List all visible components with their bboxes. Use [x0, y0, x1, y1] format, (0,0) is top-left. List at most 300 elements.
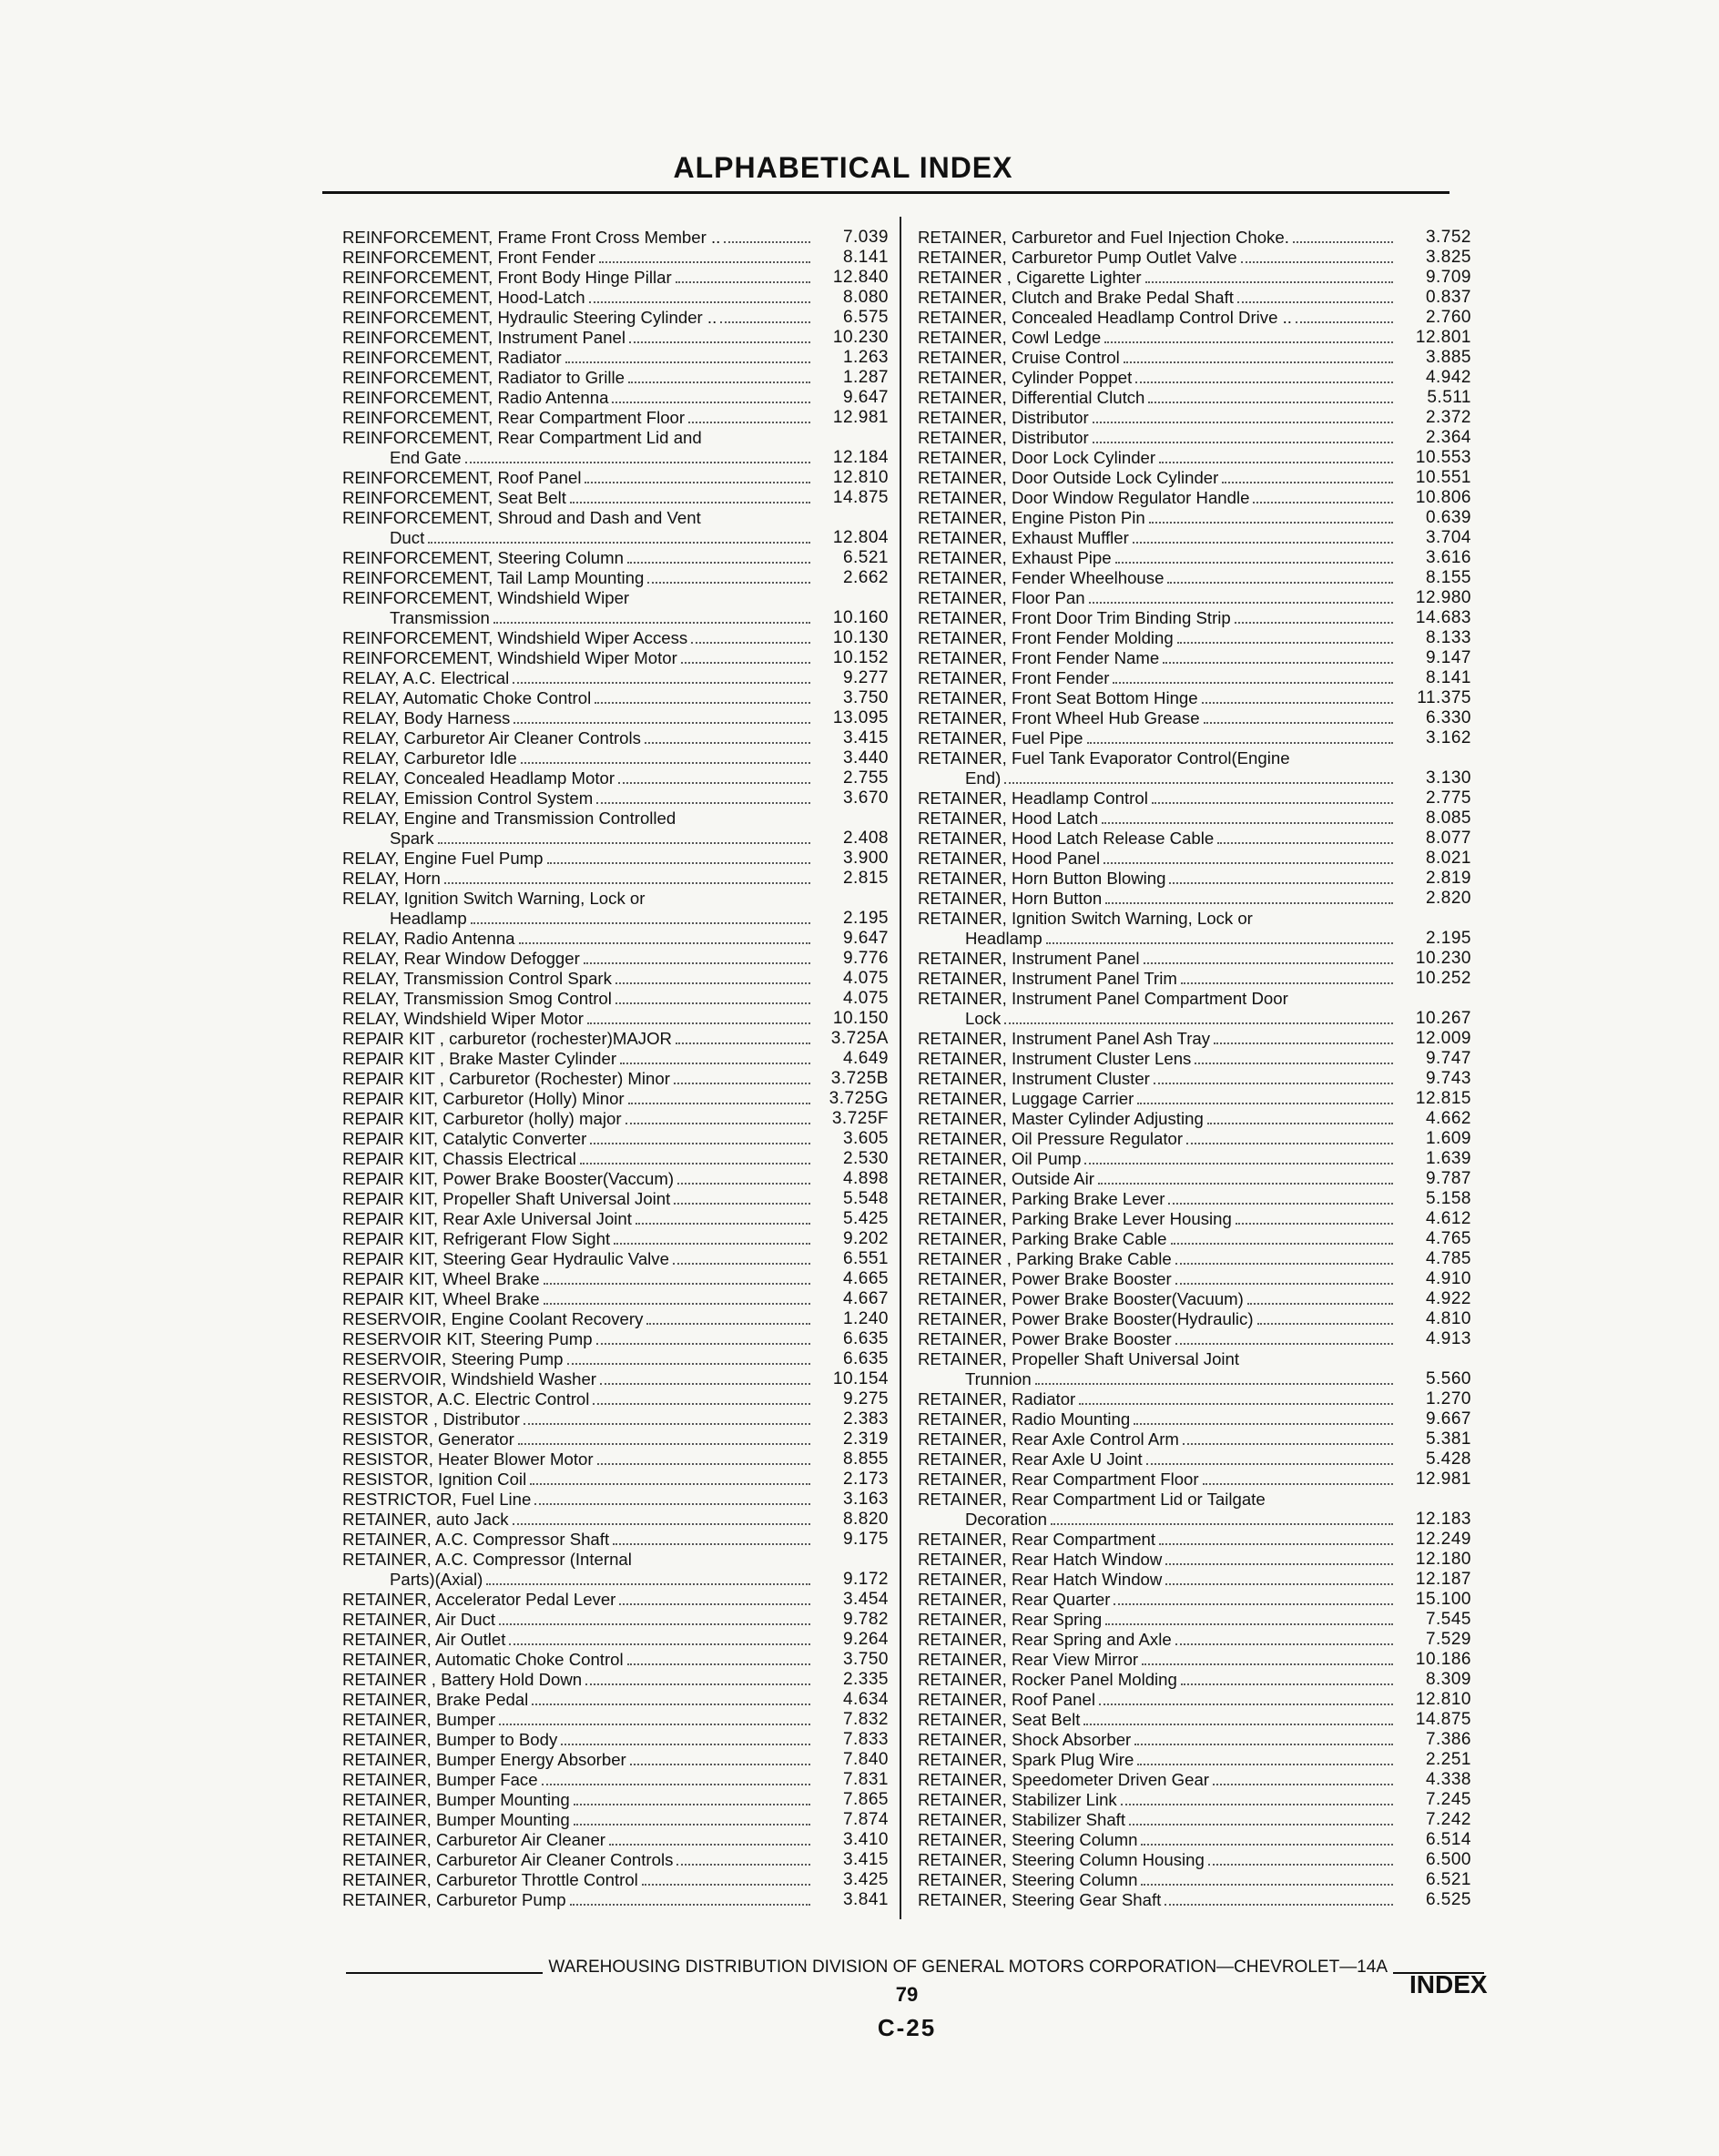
entry-name: RETAINER, Power Brake Booster — [918, 1269, 1172, 1288]
entry-number: 3.130 — [1425, 768, 1471, 788]
entry-number: 4.075 — [842, 989, 889, 1008]
entry-name: RETAINER, Rear Hatch Window — [918, 1570, 1163, 1589]
entry-name: REPAIR KIT, Refrigerant Flow Sight — [342, 1229, 611, 1248]
dot-leader — [630, 1764, 810, 1765]
entry-number: 3.440 — [842, 748, 889, 768]
index-entry — [342, 1470, 889, 1490]
entry-number: 4.662 — [1425, 1109, 1471, 1128]
dot-leader — [1222, 482, 1393, 483]
dot-leader — [1098, 1183, 1393, 1185]
entry-name: RELAY, Emission Control System — [342, 788, 594, 808]
index-entry — [342, 408, 889, 428]
index-entry — [918, 488, 1471, 508]
entry-name: REPAIR KIT, Propeller Shaft Universal Joint — [342, 1189, 671, 1208]
entry-name: RETAINER, Steering Column — [918, 1830, 1138, 1849]
entry-name: Duct — [390, 528, 425, 547]
entry-name: RESERVOIR, Windshield Washer — [342, 1369, 596, 1388]
entry-number: 9.747 — [1425, 1049, 1471, 1068]
index-entry — [342, 1089, 889, 1109]
entry-name: RETAINER , Battery Hold Down — [342, 1670, 583, 1689]
footer-rule-left — [346, 1972, 543, 1974]
index-entry — [918, 708, 1471, 728]
entry-name: RETAINER, Parking Brake Lever Housing — [918, 1209, 1232, 1228]
dot-leader — [567, 1363, 810, 1365]
entry-number: 2.662 — [842, 568, 889, 587]
entry-name: RETAINER, Instrument Cluster Lens — [918, 1049, 1192, 1068]
entry-name: RETAINER, Parking Brake Cable — [918, 1229, 1167, 1248]
dot-leader — [1124, 361, 1393, 363]
entry-number: 7.386 — [1425, 1730, 1471, 1749]
entry-number: 4.649 — [842, 1049, 889, 1068]
entry-name: RETAINER, Instrument Panel Compartment Door — [918, 989, 1288, 1008]
entry-number: 3.163 — [842, 1490, 889, 1509]
entry-name: RETAINER, Carburetor Throttle Control — [342, 1870, 638, 1889]
entry-number: 3.704 — [1425, 528, 1471, 547]
index-entry — [342, 1129, 889, 1149]
entry-name: REPAIR KIT , carburetor (rochester)MAJOR — [342, 1029, 672, 1048]
entry-name: RELAY, Carburetor Idle — [342, 748, 517, 768]
entry-name: RETAINER, Ignition Switch Warning, Lock or — [918, 909, 1253, 928]
entry-name: RETAINER, Fender Wheelhouse — [918, 568, 1165, 587]
entry-number: 1.609 — [1425, 1129, 1471, 1148]
entry-name: RETAINER, Speedometer Driven Gear — [918, 1770, 1209, 1789]
entry-name: RETAINER, Shock Absorber — [918, 1730, 1132, 1749]
dot-leader — [1253, 502, 1393, 503]
entry-name: RETAINER, Power Brake Booster — [918, 1329, 1172, 1348]
entry-number: 6.525 — [1425, 1890, 1471, 1909]
index-entry — [918, 929, 1471, 949]
index-entry — [918, 1810, 1471, 1830]
index-entry — [918, 588, 1471, 608]
entry-name: RELAY, Body Harness — [342, 708, 511, 727]
dot-leader — [612, 402, 810, 403]
entry-name: RESISTOR, A.C. Electric Control — [342, 1389, 590, 1409]
index-entry — [342, 1670, 889, 1690]
entry-number: 3.162 — [1425, 728, 1471, 747]
entry-number: 12.801 — [1415, 328, 1471, 347]
index-entry — [918, 1570, 1471, 1590]
index-entry — [342, 1610, 889, 1630]
dot-leader — [509, 1643, 810, 1645]
entry-name: RETAINER, Steering Column — [918, 1870, 1138, 1889]
index-entry — [918, 628, 1471, 648]
entry-name: RETAINER, Cowl Ledge — [918, 328, 1102, 347]
dot-leader — [565, 361, 810, 363]
dot-leader — [597, 1463, 810, 1465]
entry-number: 14.683 — [1415, 608, 1471, 627]
entry-name: RETAINER , Cigarette Lighter — [918, 268, 1142, 287]
entry-number: 2.755 — [842, 768, 889, 788]
entry-number: 5.425 — [842, 1209, 889, 1228]
entry-name: RETAINER, A.C. Compressor (Internal — [342, 1550, 632, 1569]
entry-number: 4.765 — [1425, 1229, 1471, 1248]
entry-name: RETAINER, Floor Pan — [918, 588, 1085, 607]
dot-leader — [587, 1022, 810, 1024]
dot-leader — [1208, 1864, 1393, 1866]
entry-number: 6.521 — [1425, 1870, 1471, 1889]
entry-name: RETAINER, Accelerator Pedal Lever — [342, 1590, 616, 1609]
entry-number: 8.141 — [1425, 668, 1471, 687]
index-entry — [918, 528, 1471, 548]
entry-name: REPAIR KIT , Brake Master Cylinder — [342, 1049, 617, 1068]
index-entry — [918, 1630, 1471, 1650]
index-entry — [918, 1510, 1471, 1530]
entry-number: 10.252 — [1415, 969, 1471, 988]
entry-number: 9.175 — [842, 1530, 889, 1549]
index-entry — [342, 428, 889, 448]
index-entry — [342, 328, 889, 348]
index-entry — [918, 1209, 1471, 1229]
entry-number: 0.837 — [1425, 288, 1471, 307]
dot-leader — [561, 1744, 810, 1745]
dot-leader — [636, 1223, 810, 1225]
dot-leader — [1152, 802, 1393, 804]
entry-name: RELAY, Transmission Control Spark — [342, 969, 612, 988]
dot-leader — [534, 1503, 810, 1505]
index-entry — [918, 1610, 1471, 1630]
entry-number: 5.560 — [1425, 1369, 1471, 1388]
entry-number: 8.021 — [1425, 849, 1471, 868]
entry-name: RETAINER, Exhaust Pipe — [918, 548, 1112, 567]
dot-leader — [471, 922, 810, 924]
dot-leader — [646, 1323, 810, 1325]
entry-number: 4.075 — [842, 969, 889, 988]
entry-name: RETAINER, Instrument Cluster — [918, 1069, 1150, 1088]
entry-number: 10.160 — [832, 608, 889, 627]
index-entry — [342, 1429, 889, 1449]
entry-number: 2.408 — [842, 829, 889, 848]
index-entry — [918, 1670, 1471, 1690]
entry-number: 4.898 — [842, 1169, 889, 1188]
entry-name: RETAINER, Oil Pressure Regulator — [918, 1129, 1184, 1148]
entry-number: 7.245 — [1425, 1790, 1471, 1809]
entry-number: 2.173 — [842, 1470, 889, 1489]
entry-name: RELAY, Engine and Transmission Controlled — [342, 808, 676, 828]
index-entry — [918, 1850, 1471, 1870]
entry-name: RESISTOR, Ignition Coil — [342, 1470, 527, 1489]
index-entry — [342, 1189, 889, 1209]
entry-name: RETAINER, Bumper Mounting — [342, 1790, 570, 1809]
dot-leader — [428, 542, 810, 544]
entry-name: RETAINER, Steering Gear Shaft — [918, 1890, 1162, 1909]
index-entry — [918, 1710, 1471, 1730]
entry-number: 4.913 — [1425, 1329, 1471, 1348]
index-entry — [342, 1329, 889, 1349]
index-entry — [342, 648, 889, 668]
index-entry — [918, 648, 1471, 668]
entry-name: RETAINER, auto Jack — [342, 1510, 509, 1529]
dot-leader — [499, 1623, 810, 1625]
entry-number: 12.009 — [1415, 1029, 1471, 1048]
index-entry — [342, 468, 889, 488]
entry-name: RETAINER, Door Outside Lock Cylinder — [918, 468, 1219, 487]
index-entry — [918, 1750, 1471, 1770]
entry-number: 2.775 — [1425, 788, 1471, 808]
entry-name: REPAIR KIT, Carburetor (Holly) Minor — [342, 1089, 625, 1108]
entry-name: RETAINER, Distributor — [918, 408, 1089, 427]
index-entry — [342, 748, 889, 768]
dot-leader — [1183, 1443, 1393, 1445]
index-entry — [918, 1269, 1471, 1289]
entry-name: RESERVOIR, Engine Coolant Recovery — [342, 1309, 644, 1328]
entry-name: RELAY, Engine Fuel Pump — [342, 849, 544, 868]
entry-number: 11.375 — [1417, 688, 1471, 707]
index-entry — [918, 1690, 1471, 1710]
entry-name: RETAINER, Rear Quarter — [918, 1590, 1111, 1609]
index-entry — [342, 1710, 889, 1730]
dot-leader — [676, 281, 810, 283]
entry-number: 7.840 — [842, 1750, 889, 1769]
dot-leader — [590, 1143, 810, 1144]
footer-division-text: WAREHOUSING DISTRIBUTION DIVISION OF GENERAL MOTORS CORPORATION—CHEVROLET—14A — [548, 1958, 1388, 1977]
index-entry — [342, 1069, 889, 1089]
entry-name: REPAIR KIT, Carburetor (holly) major — [342, 1109, 622, 1128]
entry-number: 8.141 — [842, 248, 889, 267]
index-entry — [918, 348, 1471, 368]
index-entry — [918, 1550, 1471, 1570]
dot-leader — [585, 1683, 810, 1685]
dot-leader — [642, 1884, 810, 1886]
index-entry — [918, 969, 1471, 989]
dot-leader — [1137, 1103, 1393, 1104]
entry-name: RETAINER, Air Duct — [342, 1610, 496, 1629]
entry-number: 9.275 — [842, 1389, 889, 1409]
index-entry — [342, 788, 889, 808]
entry-number: 12.180 — [1415, 1550, 1471, 1569]
dot-leader — [1165, 1583, 1393, 1585]
entry-number: 9.202 — [842, 1229, 889, 1248]
index-entry — [918, 248, 1471, 268]
index-entry — [918, 608, 1471, 628]
entry-name: REPAIR KIT, Steering Gear Hydraulic Valve — [342, 1249, 669, 1268]
index-entry — [342, 1349, 889, 1369]
dot-leader — [1046, 942, 1393, 944]
index-entry — [918, 548, 1471, 568]
index-entry — [342, 1630, 889, 1650]
entry-number: 3.841 — [842, 1890, 889, 1909]
dot-leader — [1115, 562, 1393, 564]
entry-number: 4.338 — [1425, 1770, 1471, 1789]
dot-leader — [1079, 1403, 1393, 1405]
entry-name: RETAINER, Oil Pump — [918, 1149, 1082, 1168]
entry-name: RETAINER, Steering Column Housing — [918, 1850, 1205, 1869]
dot-leader — [1207, 1123, 1393, 1124]
dot-leader — [1137, 1764, 1393, 1765]
index-entry — [342, 448, 889, 468]
dot-leader — [614, 1243, 810, 1245]
entry-number: 3.725A — [830, 1029, 889, 1048]
entry-name: RESISTOR, Generator — [342, 1429, 514, 1449]
dot-leader — [1141, 1844, 1393, 1846]
entry-number: 2.372 — [1425, 408, 1471, 427]
dot-leader — [1171, 1243, 1394, 1245]
index-entry — [342, 1490, 889, 1510]
dot-leader — [596, 1343, 810, 1345]
dot-leader — [438, 842, 810, 844]
entry-number: 9.277 — [842, 668, 889, 687]
dot-leader — [1146, 1463, 1393, 1465]
dot-leader — [1159, 1543, 1393, 1545]
index-entry — [918, 1049, 1471, 1069]
entry-name: RESISTOR, Heater Blower Motor — [342, 1449, 594, 1469]
entry-name: RETAINER, Headlamp Control — [918, 788, 1148, 808]
dot-leader — [1202, 702, 1393, 704]
index-entry — [918, 949, 1471, 969]
entry-number: 12.184 — [832, 448, 889, 467]
dot-leader — [615, 1002, 810, 1004]
entry-number: 4.810 — [1425, 1309, 1471, 1328]
entry-name: RELAY, Transmission Smog Control — [342, 989, 612, 1008]
entry-name: RETAINER, Rear Compartment Lid or Tailgate — [918, 1490, 1266, 1509]
entry-number: 9.787 — [1425, 1169, 1471, 1188]
dot-leader — [1093, 422, 1393, 423]
entry-name: RETAINER, Brake Pedal — [342, 1690, 529, 1709]
dot-leader — [1195, 1063, 1393, 1064]
entry-number: 9.147 — [1425, 648, 1471, 667]
entry-number: 3.750 — [842, 1650, 889, 1669]
dot-leader — [1004, 1022, 1393, 1024]
entry-name: RETAINER, A.C. Compressor Shaft — [342, 1530, 610, 1549]
index-entry — [918, 1730, 1471, 1750]
entry-number: 5.511 — [1427, 388, 1471, 407]
index-entry — [342, 829, 889, 849]
entry-name: REINFORCEMENT, Radiator to Grille — [342, 368, 625, 387]
index-entry — [342, 1730, 889, 1750]
entry-number: 7.039 — [842, 228, 889, 247]
index-label: INDEX — [1409, 1970, 1488, 1998]
dot-leader — [1133, 542, 1393, 544]
entry-number: 12.981 — [1415, 1470, 1471, 1489]
index-entry — [918, 448, 1471, 468]
entry-number: 4.942 — [1425, 368, 1471, 387]
dot-leader — [626, 1123, 810, 1124]
entry-name: RETAINER, Seat Belt — [918, 1710, 1081, 1729]
dot-leader — [1142, 1663, 1393, 1665]
index-entry — [918, 328, 1471, 348]
dot-leader — [1149, 522, 1393, 524]
entry-number: 8.085 — [1425, 808, 1471, 828]
entry-number: 12.249 — [1415, 1530, 1471, 1549]
dot-leader — [1104, 341, 1393, 343]
entry-number: 5.158 — [1425, 1189, 1471, 1208]
dot-leader — [1083, 1724, 1393, 1725]
index-entry — [342, 1890, 889, 1910]
entry-number: 13.095 — [832, 708, 889, 727]
entry-number: 9.647 — [842, 929, 889, 948]
entry-number: 6.575 — [842, 308, 889, 327]
dot-leader — [628, 381, 810, 383]
entry-number: 10.553 — [1415, 448, 1471, 467]
index-entry — [918, 368, 1471, 388]
entry-name: End) — [965, 768, 1002, 788]
page-number: 79 — [895, 1983, 919, 2006]
dot-leader — [1121, 1804, 1393, 1805]
entry-number: 2.335 — [842, 1670, 889, 1689]
index-entry — [342, 568, 889, 588]
dot-leader — [673, 1263, 810, 1265]
dot-leader — [627, 1663, 810, 1665]
dot-leader — [1235, 622, 1393, 624]
dot-leader — [513, 1523, 810, 1525]
index-entry — [342, 1650, 889, 1670]
dot-leader — [691, 642, 810, 644]
entry-name: RETAINER, Instrument Panel Ash Tray — [918, 1029, 1211, 1048]
index-entry — [918, 468, 1471, 488]
index-entry — [342, 1850, 889, 1870]
entry-name: RETAINER, Front Wheel Hub Grease — [918, 708, 1200, 727]
entry-name: RETAINER, Rear Axle Control Arm — [918, 1429, 1179, 1449]
entry-number: 10.186 — [1415, 1650, 1471, 1669]
index-entry — [342, 1109, 889, 1129]
index-entry — [918, 288, 1471, 308]
index-entry — [342, 1009, 889, 1029]
index-entry — [342, 1269, 889, 1289]
entry-name: REINFORCEMENT, Steering Column — [342, 548, 624, 567]
index-entry — [918, 388, 1471, 408]
dot-leader — [1167, 582, 1393, 584]
index-entry — [918, 228, 1471, 248]
dot-leader — [720, 321, 810, 323]
index-entry — [342, 949, 889, 969]
entry-name: Headlamp — [390, 909, 467, 928]
dot-leader — [584, 962, 810, 964]
index-entry — [918, 568, 1471, 588]
index-entry — [918, 1870, 1471, 1890]
entry-name: RETAINER, Cruise Control — [918, 348, 1120, 367]
page-title: ALPHABETICAL INDEX — [673, 151, 1013, 184]
entry-name: RETAINER, Spark Plug Wire — [918, 1750, 1134, 1769]
index-entry — [918, 1470, 1471, 1490]
index-entry — [342, 708, 889, 728]
index-entry — [918, 808, 1471, 829]
entry-number: 4.634 — [842, 1690, 889, 1709]
entry-number: 2.364 — [1425, 428, 1471, 447]
entry-name: RETAINER, Clutch and Brake Pedal Shaft — [918, 288, 1234, 307]
entry-name: RELAY, Rear Window Defogger — [342, 949, 580, 968]
entry-name: RETAINER, Horn Button — [918, 889, 1103, 908]
entry-number: 6.635 — [842, 1329, 889, 1348]
dot-leader — [1257, 1323, 1393, 1325]
entry-number: 9.172 — [842, 1570, 889, 1589]
entry-name: RETAINER, Air Outlet — [342, 1630, 506, 1649]
entry-name: RETAINER, Hood Panel — [918, 849, 1101, 868]
index-entry — [342, 288, 889, 308]
entry-name: REINFORCEMENT, Radio Antenna — [342, 388, 609, 407]
entry-name: RETAINER, Carburetor and Fuel Injection Choke. — [918, 228, 1289, 247]
entry-name: RETAINER, Bumper — [342, 1710, 496, 1729]
index-entry — [918, 1249, 1471, 1269]
index-entry — [918, 1770, 1471, 1790]
index-entry — [342, 1590, 889, 1610]
entry-name: REINFORCEMENT, Rear Compartment Lid and — [342, 428, 702, 447]
entry-number: 4.922 — [1425, 1289, 1471, 1308]
index-entry — [342, 268, 889, 288]
entry-name: RETAINER, Bumper Face — [342, 1770, 538, 1789]
index-entry — [918, 1830, 1471, 1850]
dot-leader — [1135, 381, 1393, 383]
entry-name: RETAINER, Distributor — [918, 428, 1089, 447]
index-entry — [342, 768, 889, 788]
index-entry — [342, 228, 889, 248]
entry-name: RETAINER, Exhaust Muffler — [918, 528, 1129, 547]
dot-leader — [1186, 1143, 1393, 1144]
entry-name: RETAINER, Carburetor Pump — [342, 1890, 566, 1909]
index-column-right — [918, 228, 1471, 1910]
entry-name: RELAY, Automatic Choke Control — [342, 688, 592, 707]
entry-name: REPAIR KIT, Wheel Brake — [342, 1269, 540, 1288]
column-divider — [900, 217, 901, 1919]
entry-name: RETAINER, Luggage Carrier — [918, 1089, 1134, 1108]
